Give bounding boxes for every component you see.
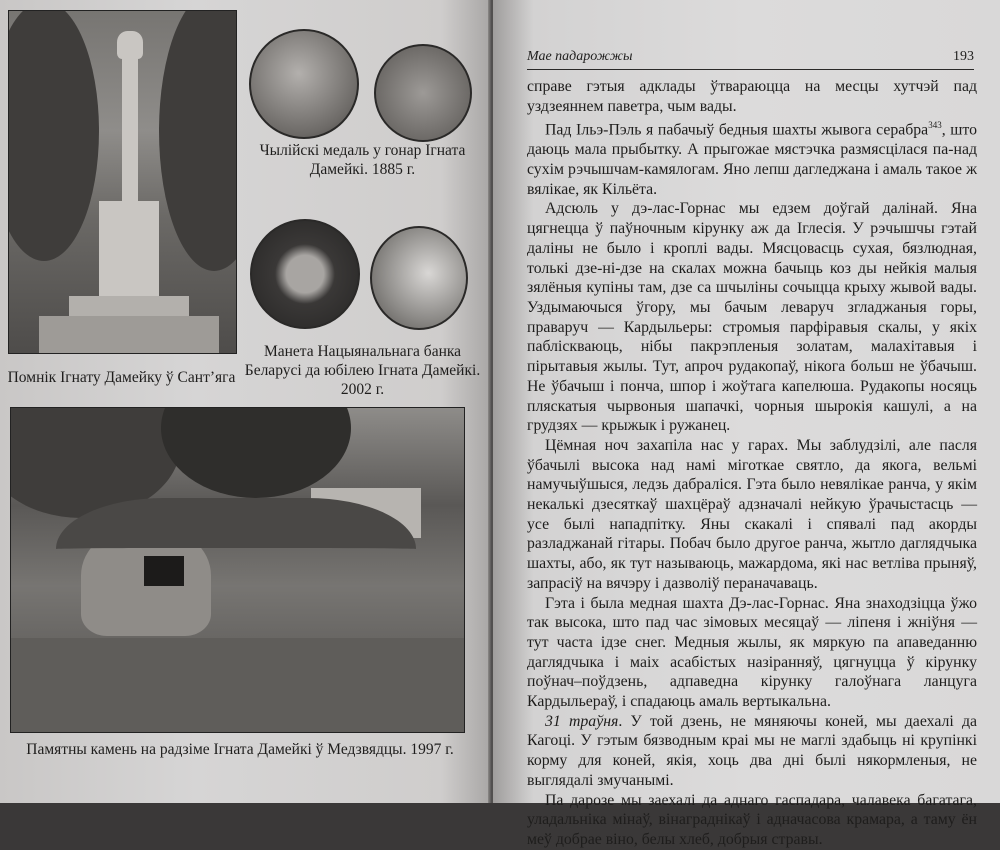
base-step [69,296,189,318]
body-text [527,77,977,850]
diary-date: 31 траўня [545,712,619,730]
column-shape [122,59,138,209]
coin-obverse [250,219,360,329]
monument-photo [8,10,237,354]
bust-shape [117,31,143,59]
running-header [527,47,974,70]
medal-portrait [249,29,359,139]
tree-shape [161,407,351,498]
tree-shape [159,10,237,271]
paragraph: 31 траўня. У той дзень, не мяняючы коней, мы даехалі да Кагоці. У гэтым бязводным краі мы не маглі здабыць ні крупінкі корму для коней, якія, хоць два дні былі някормленыя, не выглядалі змучанымі. [527,712,977,789]
pedestal-shape [99,201,159,296]
stone-caption: Памятны камень на радзіме Ігната Дамейкі ў Медзвядцы. 1997 г. [26,741,454,758]
medal-reverse [374,44,472,142]
coin-caption: Манета Нацыянальнага банка Беларусі да юбілею Ігната Дамейкі. 2002 г. [244,343,481,398]
paragraph: Пад Ільэ-Пэль я пабачыў бедныя шахты жывога серабра$^{343}$, што даюць мала прыбытку. А прыгожае мястэчка размясцілася па-над сухім рэчышчам-камялогам. Яно лепш дагледжана і амаль такое ж вялікае, як Кільёта. [527,120,978,198]
memorial-stone-photo [10,407,465,733]
page-number: 193 [953,49,974,64]
base-step [39,316,219,353]
paragraph: Адсюль у дэ-лас-Горнас мы едзем доўгай далінай. Яна цягнецца ў паўночным кірунку аж да Іглесія. У рэчышчы гэтай даліны не было і кроплі вады. Мясцовасць сухая, бязлюдная, толькі дзе-ні-дзе на скалах можна бачыць коз ды нейкія малыя зялёныя купіны там, дзе са шчыліны сочыцца крыху жывой вады. Уздымаючыся ўгору, мы бачым леваруч згладжаныя горы, праваруч — Кардыльеры: стромыя парфіравыя скалы, у якіх пабліскваюць, нібы пакрэпленыя золатам, малахітавыя і пірытавыя жылы. Тут, апроч рудакопаў, нікога больш не ўбачыш. Не ўбачыш і пончa, шпор і жоўтага капелюша. Рудакопы носяць пляскатыя чырвоныя шапачкі, чорныя шырокія кашулі, а на грудзях — крыжык і ружанец. [527,200,977,435]
footnote-ref: 343 [928,120,942,131]
paragraph: Гэта і была медная шахта Дэ-лас-Горнас. Яна знаходзіцца ўжо так высока, што пад час зімовых месяцаў — ліпеня і жніўня — тут часта ідзе снег. Медныя жылы, як мяркую па апаведанню даглядчыка і маіх асабістых назіранняў, цягнуцца ў кірунку поўнач–поўдзень, адпаведна кірунку галоўнага ланцуга Кардыльераў, і спадаюць амаль вертыкальна. [527,594,977,711]
paragraph: справе гэтыя адклады ўтвараюцца на месцы хутчэй пад уздзеяннем паветра, чым вады. [527,78,977,115]
tree-shape [8,10,99,261]
paragraph: Па дарозе мы заехалі да аднаго гаспадара, чалавека багатага, уладальніка мінаў, вінаграднікаў і адначасова крамара, а таму ён меў добрае віно, белы хлеб, добрыя стравы. [527,791,977,848]
monument-caption: Помнік Ігнату Дамейку ў Сант’яга [7,369,236,386]
running-title: Мае падарожжы [527,49,633,64]
medal-caption: Чылійскі медаль у гонар Ігната Дамейкі. 1885 г. [259,142,466,178]
coin-reverse [370,226,468,330]
left-page [0,0,490,803]
grass-shape [11,638,464,732]
paragraph: Цёмная ноч захапіла нас у гарах. Мы заблудзілі, але пасля ўбачылі высока над намі міготкае святло, да якога, вельмі намучыўшыся, ледзь дабраліся. Гэта было невялікае ранча, у якім некалькі дзесяткаў шахцёраў адзначалі нейкую ўрачыстасць — усе былі нападпітку. Яны скакалі і спявалі пад акорды разладжанай гітары. Побач было другое ранча, жытло даглядчыка шахты, або, як тут называюць, мажардома, які нас ветліва прыняў, запрасіў на вячэру і дазволіў пераначаваць. [527,436,977,592]
